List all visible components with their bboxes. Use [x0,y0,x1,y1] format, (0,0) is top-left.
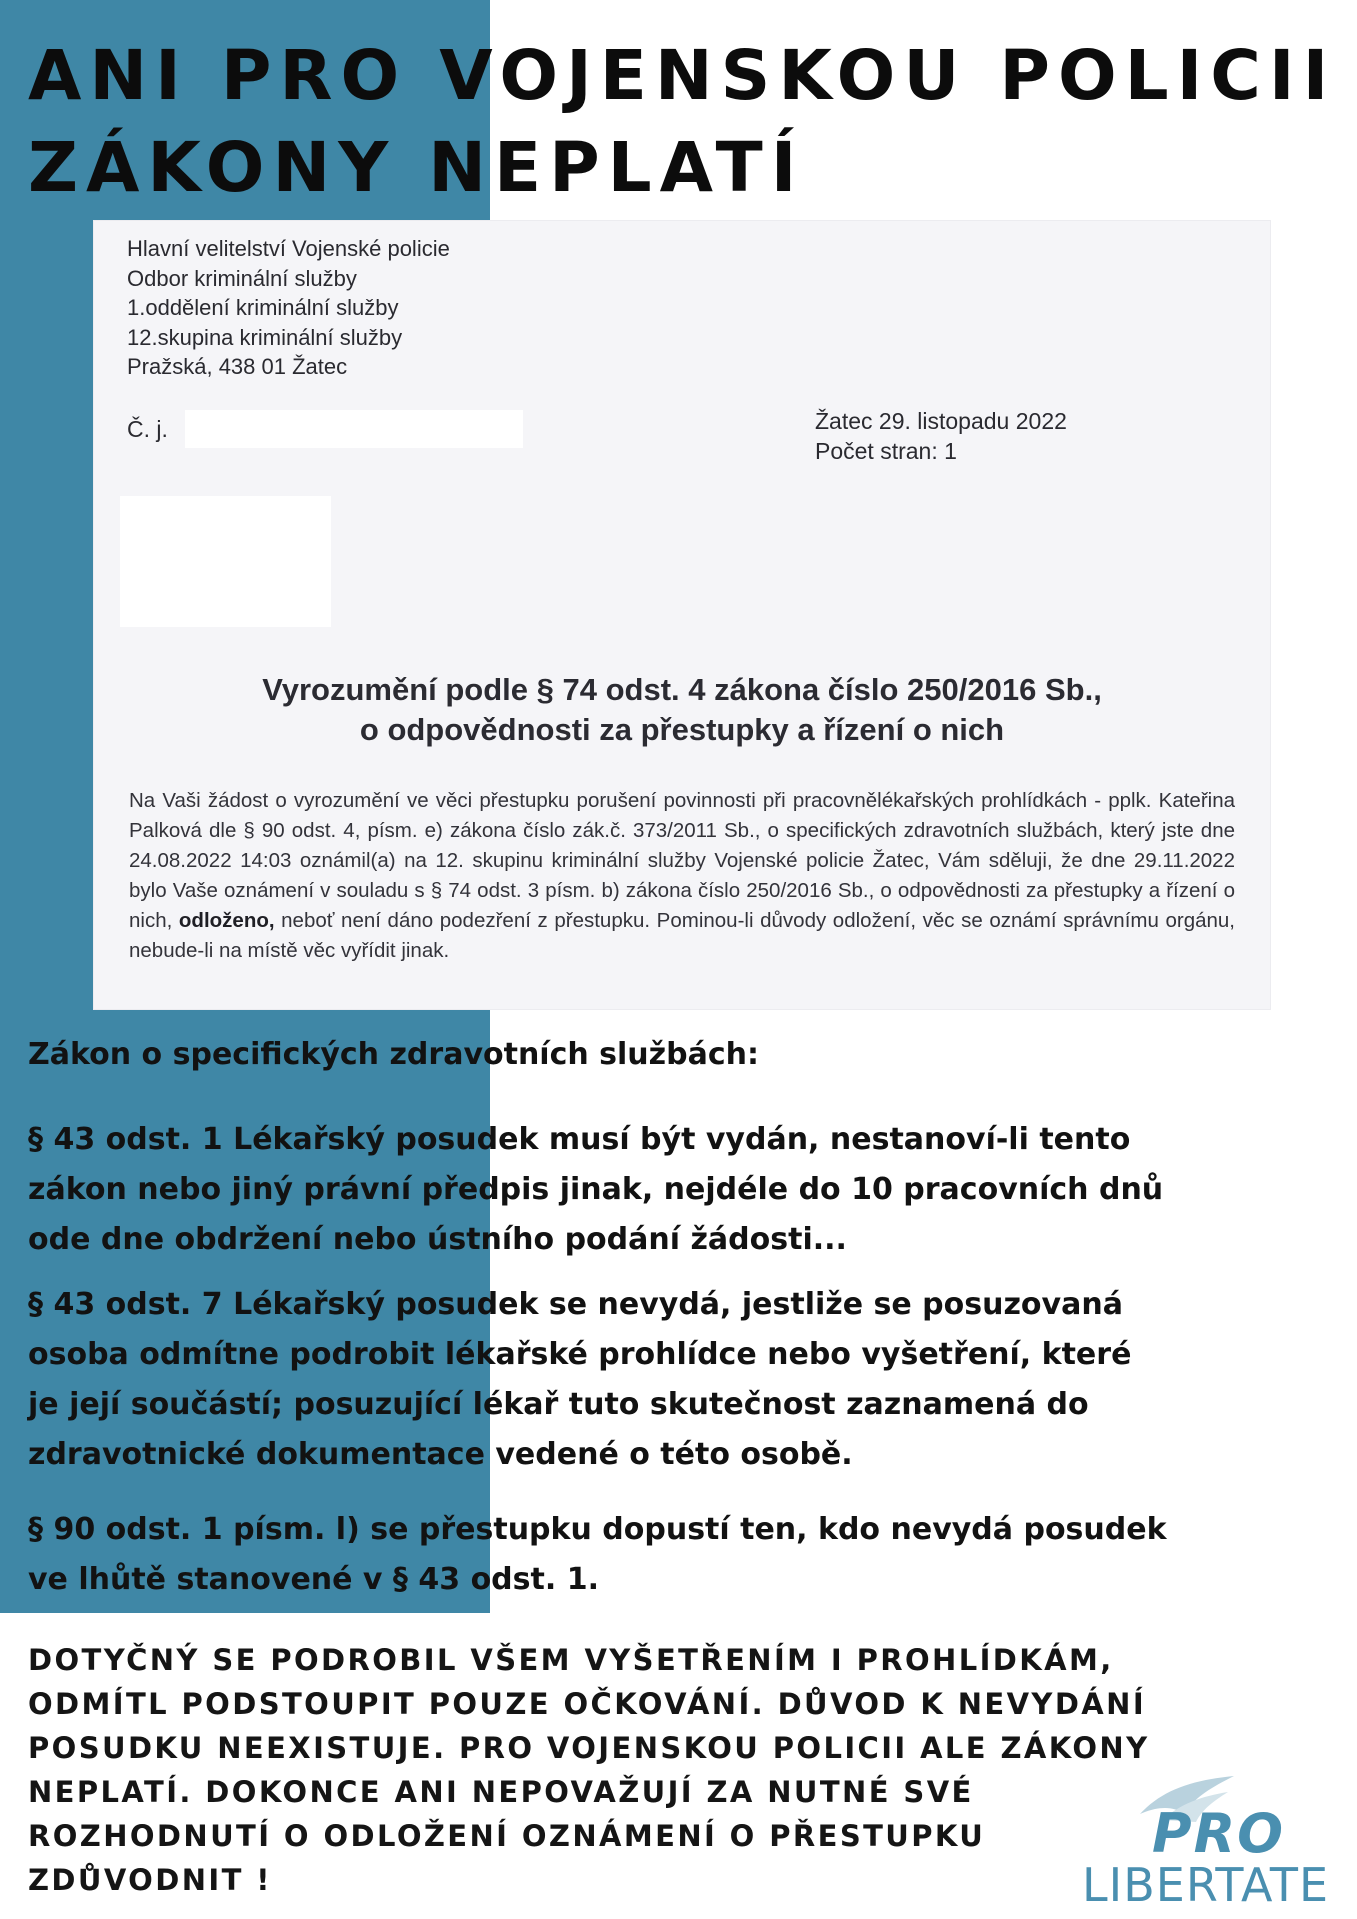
letter-title-line-2: o odpovědnosti za přestupky a řízení o nich [359,712,1005,747]
conclusion-line: POSUDKU NEEXISTUJE. PRO VOJENSKOU POLICII ALE ZÁKONY [28,1731,1150,1765]
sender-line: Hlavní velitelství Vojenské policie [127,236,450,261]
logo-word-pro: PRO [1152,1802,1286,1865]
letter-body-text: Na Vaši žádost o vyrozumění ve věci přestupku porušení povinnosti při pracovnělékařských prohlídkách - pplk. Kateřina Palková dle § 90 odst. 4, písm. e) zákona číslo zák.č. 373/2011 Sb., o specifických zdravotních službách, který jste dne 24.08.2022 14:03 oznámil(a) na 12. skupinu kriminální služby Vojenské policie Žatec, Vám sděluji, že dne 29.11.2022 bylo Vaše oznámení v souladu s § 74 odst. 3 písm. b) zákona číslo 250/2016 Sb., o odpovědnosti za přestupky a řízení o nich, [129,789,1235,932]
headline-line-2: ZÁKONY NEPLATÍ [28,128,805,208]
letter-meta [815,406,1067,466]
law-line: § 43 odst. 1 Lékařský posudek musí být vydán, nestanoví-li tento [28,1122,1131,1157]
scanned-letter [93,220,1271,1010]
law-paragraph-90-1 [28,1505,1328,1605]
law-line: je její součástí; posuzující lékař tuto skutečnost zaznamená do [28,1387,1089,1422]
law-line: ode dne obdržení nebo ústního podání žádosti... [28,1222,847,1257]
sender-line: 1.oddělení kriminální služby [127,295,399,320]
conclusion-line: ZDŮVODNIT ! [28,1863,272,1897]
law-line: § 43 odst. 7 Lékařský posudek se nevydá, jestliže se posuzovaná [28,1287,1123,1322]
letter-title [93,670,1271,750]
reference-label: Č. j. [127,416,168,442]
law-heading: Zákon o specifických zdravotních službách: [28,1037,759,1072]
letter-body-text-end: neboť není dáno podezření z přestupku. Pominou-li důvody odložení, věc se oznámí správnímu orgánu, nebude-li na místě věc vyřídit jinak. [129,909,1235,962]
conclusion-line: NEPLATÍ. DOKONCE ANI NEPOVAŽUJÍ ZA NUTNÉ SVÉ [28,1775,974,1809]
law-line: § 90 odst. 1 písm. l) se přestupku dopustí ten, kdo nevydá posudek [28,1512,1167,1547]
letter-body [129,786,1235,966]
sender-line: Odbor kriminální služby [127,265,357,291]
law-line: zákon nebo jiný právní předpis jinak, nejdéle do 10 pracovních dnů [28,1172,1164,1207]
law-paragraph-43-7 [28,1280,1328,1480]
letter-title-line-1: Vyrozumění podle § 74 odst. 4 zákona číslo 250/2016 Sb., [262,672,1102,707]
letter-date: Žatec 29. listopadu 2022 [815,408,1067,434]
logo-word-libertate: LIBERTATE [1082,1858,1330,1912]
law-line: zdravotnické dokumentace vedené o této osobě. [28,1437,853,1472]
conclusion-line: ODMÍTL PODSTOUPIT POUZE OČKOVÁNÍ. DŮVOD K NEVYDÁNÍ [28,1687,1147,1721]
headline-line-1: ANI PRO VOJENSKOU POLICII [28,36,1337,116]
page-headline [28,30,1337,214]
conclusion-line: DOTYČNÝ SE PODROBIL VŠEM VYŠETŘENÍM I PROHLÍDKÁM, [28,1643,1114,1677]
conclusion-text [28,1638,1150,1902]
pro-libertate-logo [1072,1770,1352,1910]
letter-sender-block [127,234,450,382]
law-line: ve lhůtě stanovené v § 43 odst. 1. [28,1562,599,1597]
sender-line: 12.skupina kriminální služby [127,324,403,350]
law-line: osoba odmítne podrobit lékařské prohlídce nebo vyšetření, které [28,1337,1132,1372]
conclusion-line: ROZHODNUTÍ O ODLOŽENÍ OZNÁMENÍ O PŘESTUPKU [28,1819,986,1853]
sender-line: Pražská, 438 01 Žatec [127,354,348,379]
letter-page-count: Počet stran: 1 [815,438,957,464]
letter-body-emphasis: odloženo, [178,909,275,932]
redaction-box-address [120,496,331,627]
law-paragraph-43-1 [28,1115,1328,1265]
redaction-box [185,410,523,448]
